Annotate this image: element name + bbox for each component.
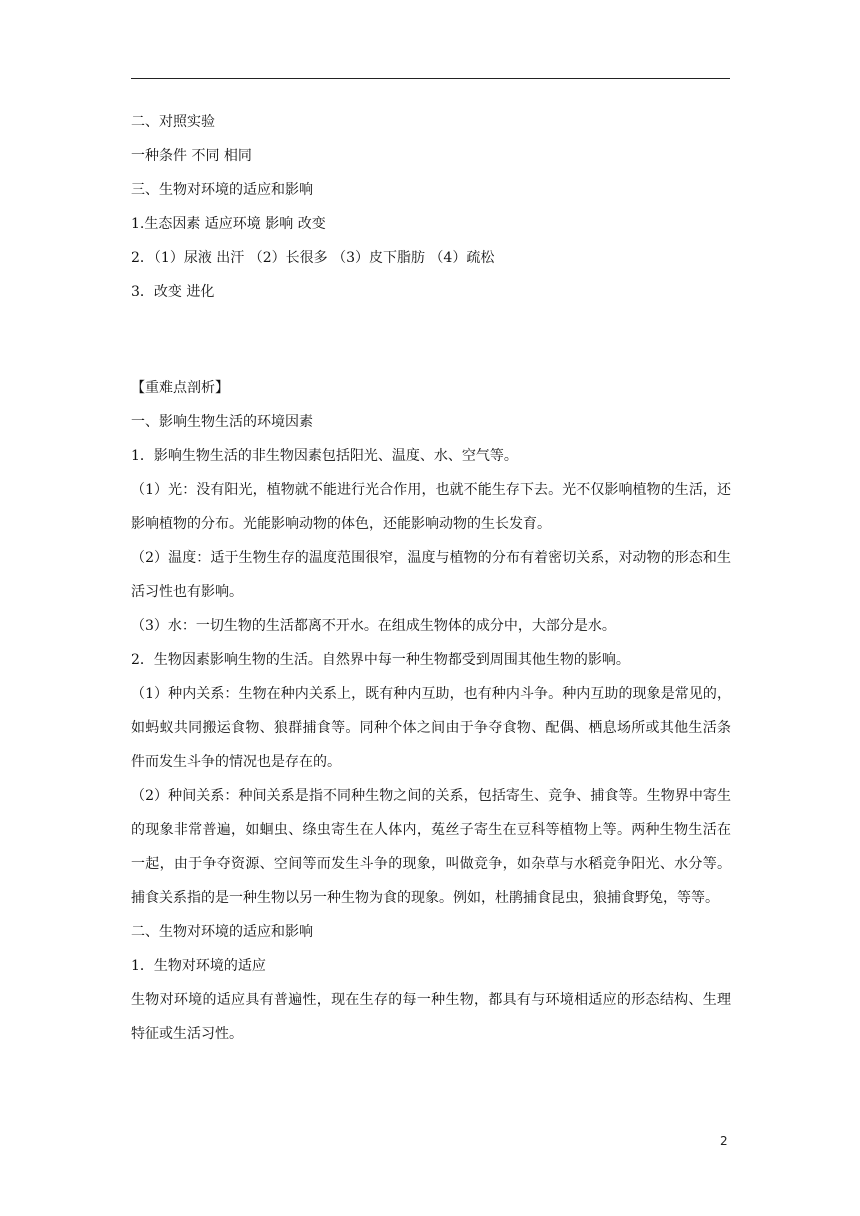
paragraph-adaptation: 生物对环境的适应具有普遍性，现在生存的每一种生物，都具有与环境相适应的形态结构、生理特征或生活习性。 <box>131 992 731 1042</box>
paragraph-intraspecific: （1）种内关系：生物在种内关系上，既有种内互助，也有种内斗争。种内互助的现象是常见的，如蚂蚁共同搬运食物、狼群捕食等。同种个体之间由于争夺食物、配偶、栖息场所或其他生活条件而发生斗争的情况也是存在的。 <box>131 686 731 770</box>
answer-line: 1.生态因素 适应环境 影响 改变 <box>131 216 326 232</box>
paragraph-temperature: （2）温度：适于生物生存的温度范围很窄，温度与植物的分布有着密切关系，对动物的形态和生活习性也有影响。 <box>131 550 731 600</box>
heading-adaptation-influence: 二、生物对环境的适应和影响 <box>131 924 313 940</box>
header-rule <box>131 78 730 79</box>
answer-line: 2．（1）尿液 出汗 （2）长很多 （3）皮下脂肪 （4）疏松 <box>131 250 495 266</box>
page-number: 2 <box>720 1134 728 1148</box>
paragraph-water: （3）水：一切生物的生活都离不开水。在组成生物体的成分中，大部分是水。 <box>131 618 616 634</box>
paragraph: 1．影响生物生活的非生物因素包括阳光、温度、水、空气等。 <box>131 448 518 464</box>
paragraph-interspecific: （2）种间关系：种间关系是指不同种生物之间的关系，包括寄生、竞争、捕食等。生物界中寄生的现象非常普遍，如蛔虫、绦虫寄生在人体内，菟丝子寄生在豆科等植物上等。两种生物生活在一起，由于争夺资源、空间等而发生斗争的现象，叫做竞争，如杂草与水稻竞争阳光、水分等。捕食关系指的是一种生物以另一种生物为食的现象。例如，杜鹃捕食昆虫，狼捕食野兔，等等。 <box>131 788 731 906</box>
subheading-adaptation: 1．生物对环境的适应 <box>131 958 266 974</box>
heading-environment-factors: 一、影响生物生活的环境因素 <box>131 414 313 430</box>
answer-line: 一种条件 不同 相同 <box>131 148 252 164</box>
paragraph-light: （1）光：没有阳光，植物就不能进行光合作用，也就不能生存下去。光不仅影响植物的生活，还影响植物的分布。光能影响动物的体色，还能影响动物的生长发育。 <box>131 482 731 532</box>
answer-line: 3．改变 进化 <box>131 284 215 300</box>
page-content <box>131 112 731 1051</box>
heading-adaptation: 三、生物对环境的适应和影响 <box>131 182 313 198</box>
heading-control-experiment: 二、对照实验 <box>131 114 215 130</box>
paragraph-biotic-factors: 2．生物因素影响生物的生活。自然界中每一种生物都受到周围其他生物的影响。 <box>131 652 630 668</box>
analysis-header: 【重难点剖析】 <box>131 380 229 396</box>
